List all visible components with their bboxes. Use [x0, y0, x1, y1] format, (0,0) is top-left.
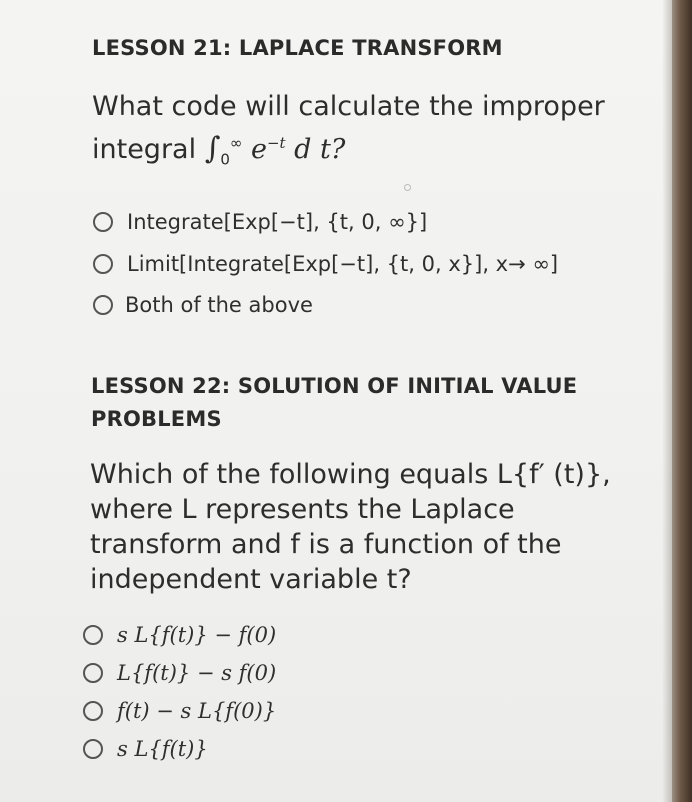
radio-button[interactable] [83, 739, 103, 759]
option-label: f(t) − s L{f(0)} [117, 699, 277, 723]
radio-button[interactable] [83, 625, 103, 645]
lesson-21-option-2[interactable] [93, 252, 558, 276]
lesson-22-question-line3: transform and f is a function of the [90, 529, 562, 560]
lesson-22-option-2[interactable] [83, 661, 276, 685]
option-label: Limit[Integrate[Exp[−t], {t, 0, x}], x→ ∞] [127, 252, 559, 276]
stray-mark [404, 184, 411, 191]
page-shadow [662, 0, 672, 802]
lesson-22-question-line1: Which of the following equals L{f′ (t)}, [90, 459, 611, 490]
option-label: s L{f(t)} [117, 737, 208, 761]
radio-button[interactable] [93, 254, 113, 274]
integrand-exponent: −t [266, 134, 286, 152]
integral-upper-limit: ∞ [229, 134, 243, 152]
lesson-22-heading [91, 370, 611, 436]
option-label: s L{f(t)} − f(0) [117, 623, 277, 647]
option-label: Both of the above [125, 293, 313, 317]
radio-button[interactable] [93, 295, 113, 315]
option-label: Integrate[Exp[−t], {t, 0, ∞}] [127, 210, 428, 234]
radio-button[interactable] [83, 701, 103, 721]
lesson-21-question [92, 88, 652, 178]
radio-button[interactable] [93, 212, 113, 232]
lesson-22-heading-line2: PROBLEMS [91, 407, 222, 431]
lesson-22-question-line2: where L represents the Laplace [90, 494, 515, 525]
lesson-22-option-1[interactable] [83, 623, 276, 647]
background-edge [672, 0, 692, 802]
lesson-21-option-1[interactable] [93, 210, 427, 234]
integral-lower-limit: 0 [220, 150, 230, 169]
lesson-22-option-4[interactable] [83, 737, 208, 761]
integral-prefix: integral [92, 134, 205, 165]
lesson-22-heading-line1: LESSON 22: SOLUTION OF INITIAL VALUE [91, 374, 578, 398]
lesson-22-option-3[interactable] [83, 699, 276, 723]
integral-sign: ∫ [204, 131, 221, 166]
lesson-22-question [90, 457, 650, 597]
lesson-21-heading: LESSON 21: LAPLACE TRANSFORM [92, 36, 503, 60]
integrand-base: e [242, 134, 267, 165]
option-label: L{f(t)} − s f(0) [117, 661, 277, 685]
lesson-21-option-3[interactable] [93, 293, 313, 317]
lesson-21-question-line1: What code will calculate the improper [92, 91, 605, 122]
lesson-22-question-line4: independent variable t? [90, 564, 412, 595]
integrand-differential: d t? [285, 134, 346, 165]
radio-button[interactable] [83, 663, 103, 683]
lesson-21-question-line2 [92, 125, 652, 178]
